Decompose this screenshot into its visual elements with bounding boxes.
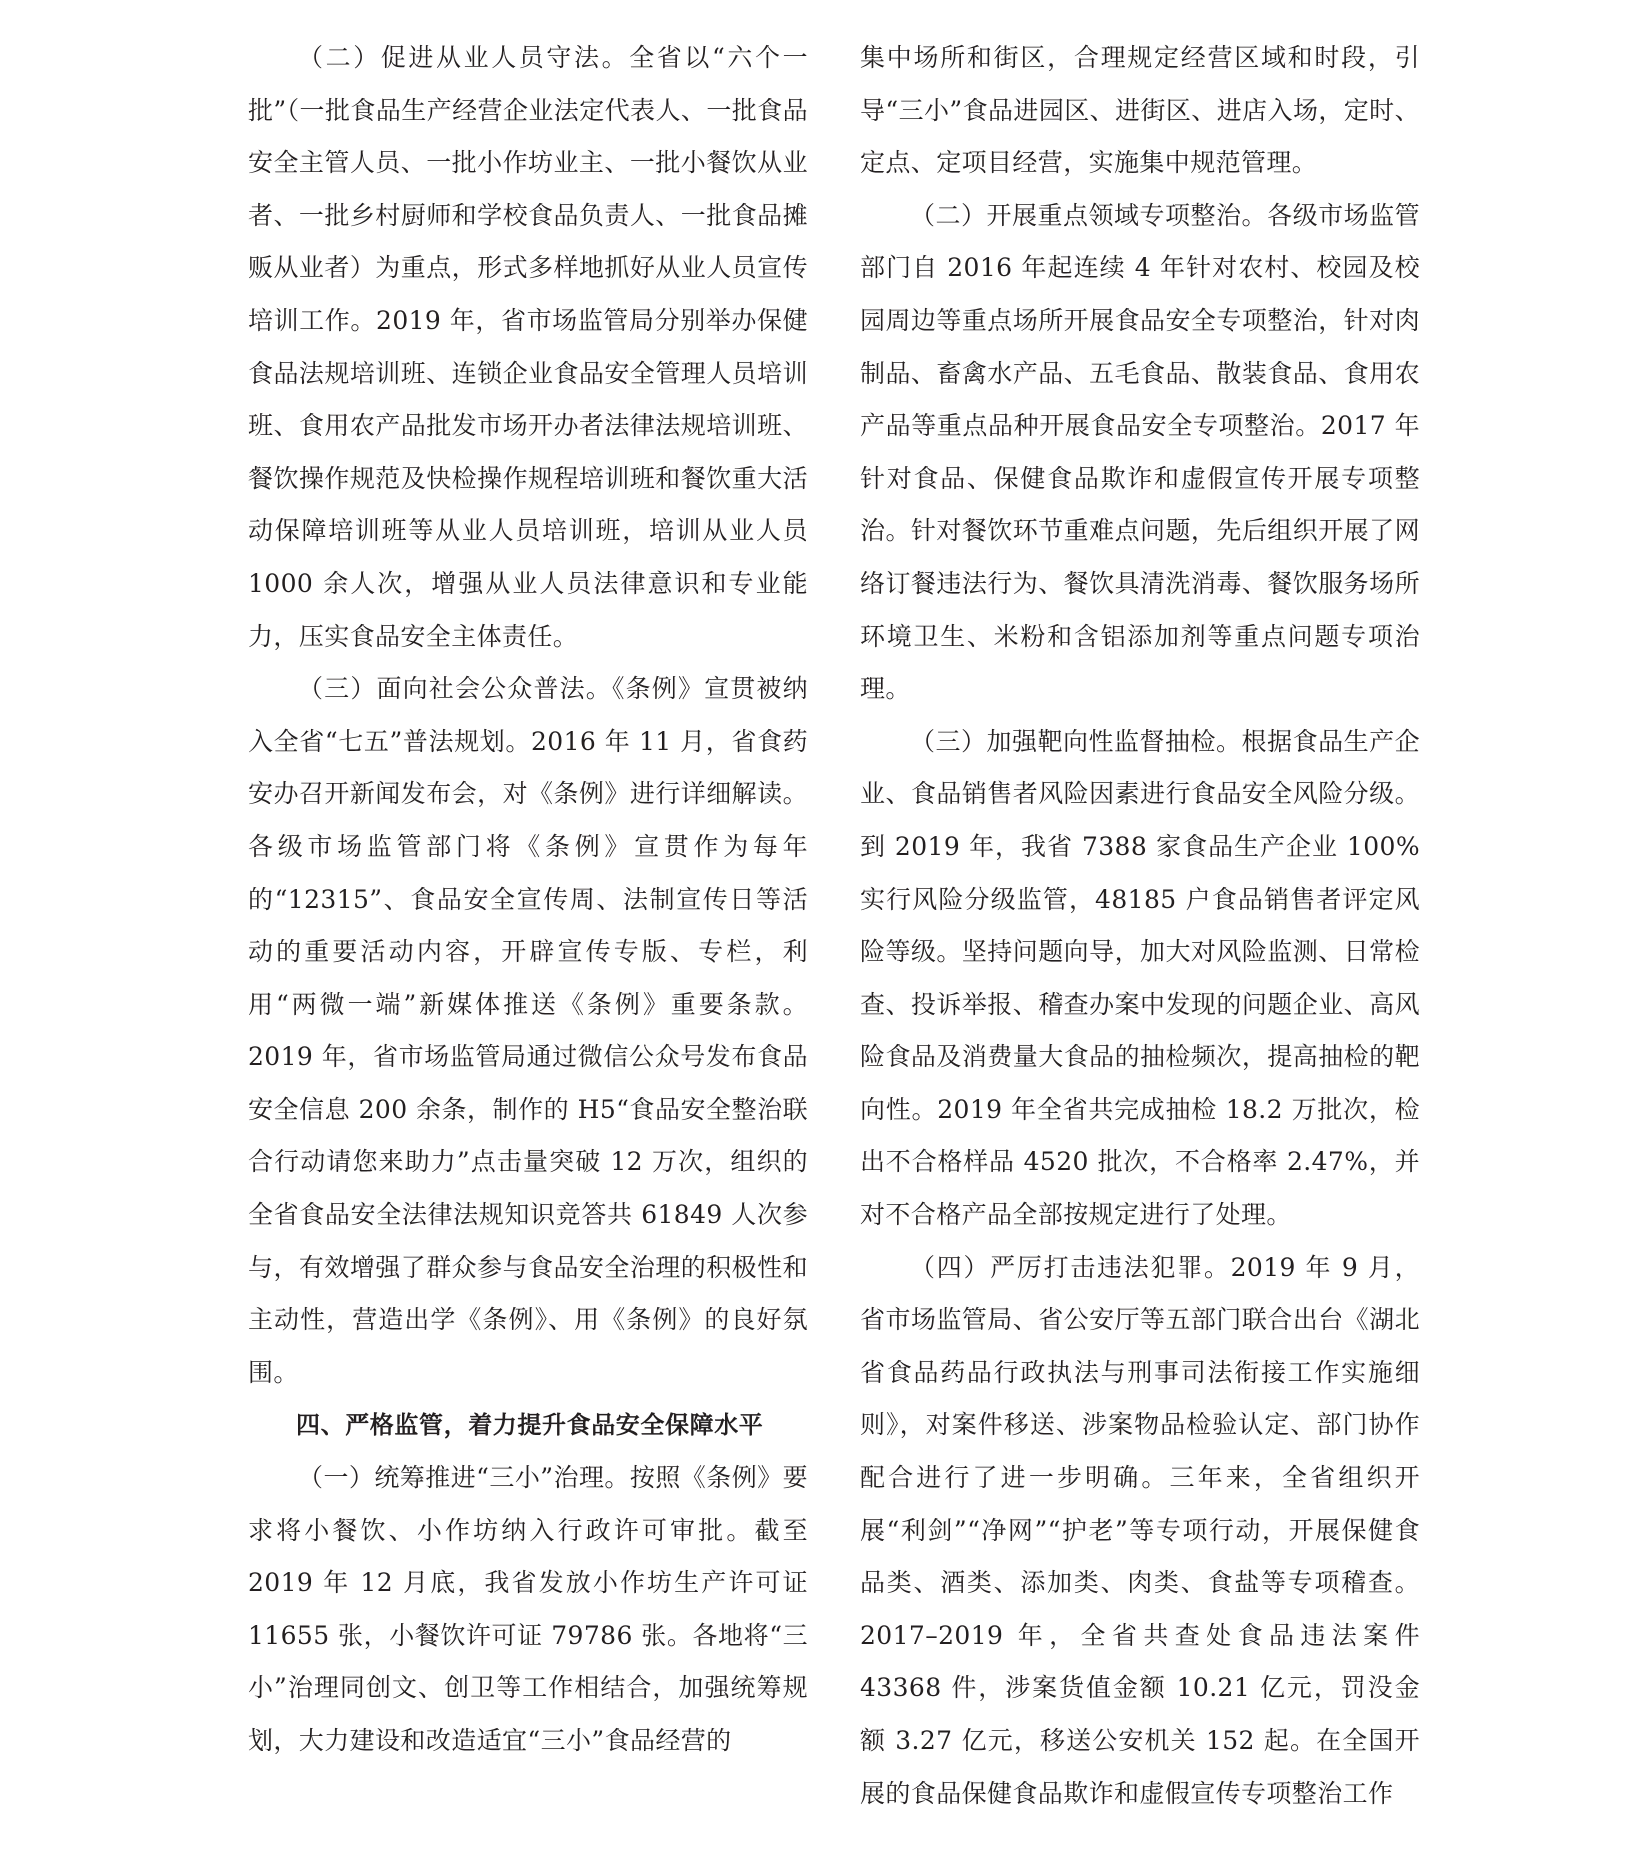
paragraph-practitioner-compliance: （二）促进从业人员守法。全省以“六个一批”（一批食品生产经营企业法定代表人、一批食品安全主管人员、一批小作坊业主、一批小餐饮从业者、一批乡村厨师和学校食品负责人、一批食品摊贩从业者）为重点，形式多样地抓好从业人员宣传培训工作。2019 年，省市场监管局分别举办保健食品法规培训班、连锁企业食品安全管理人员培训班、食用农产品批发市场开办者法律法规培训班、餐饮操作规范及快检操作规程培训班和餐饮重大活动保障培训班等从业人员培训班，培训从业人员 1000 余人次，增强从业人员法律意识和专业能力，压实食品安全主体责任。 <box>248 43 808 651</box>
paragraph-three-small-governance: （一）统筹推进“三小”治理。按照《条例》要求将小餐饮、小作坊纳入行政许可审批。截至 2019 年 12 月底，我省发放小作坊生产许可证 11655 张，小餐饮许可证 79786 张。各地将“三小”治理同创文、创卫等工作相结合，加强统筹规划，大力建设和改造适宜“三小”食品经营的 <box>248 1463 808 1755</box>
right-column <box>860 32 1420 1820</box>
section-heading-strict-supervision: 四、严格监管，着力提升食品安全保障水平 <box>296 1411 764 1440</box>
paragraph-continued-three-small: 集中场所和街区，合理规定经营区域和时段，引导“三小”食品进园区、进街区、进店入场，定时、定点、定项目经营，实施集中规范管理。 <box>860 43 1420 178</box>
paragraph-special-rectification: （二）开展重点领域专项整治。各级市场监管部门自 2016 年起连续 4 年针对农村、校园及校园周边等重点场所开展食品安全专项整治，针对肉制品、畜禽水产品、五毛食品、散装食品、食用农产品等重点品种开展食品安全专项整治。2017 年针对食品、保健食品欺诈和虚假宣传开展专项整治。针对餐饮环节重难点问题，先后组织开展了网络订餐违法行为、餐饮具清洗消毒、餐饮服务场所环境卫生、米粉和含铝添加剂等重点问题专项治理。 <box>860 200 1420 704</box>
paragraph-crackdown-crimes: （四）严厉打击违法犯罪。2019 年 9 月，省市场监管局、省公安厅等五部门联合出台《湖北省食品药品行政执法与刑事司法衔接工作实施细则》，对案件移送、涉案物品检验认定、部门协作配合进行了进一步明确。三年来，全省组织开展“利剑”“净网”“护老”等专项行动，开展保健食品类、酒类、添加类、肉类、食盐等专项稽查。2017–2019 年，全省共查处食品违法案件 43368 件，涉案货值金额 10.21 亿元，罚没金额 3.27 亿元，移送公安机关 152 起。在全国开展的食品保健食品欺诈和虚假宣传专项整治工作 <box>860 1252 1420 1808</box>
paragraph-public-legal-education: （三）面向社会公众普法。《条例》宣贯被纳入全省“七五”普法规划。2016 年 11 月，省食药安办召开新闻发布会，对《条例》进行详细解读。各级市场监管部门将《条例》宣贯作为每年的“12315”、食品安全宣传周、法制宣传日等活动的重要活动内容，开辟宣传专版、专栏，利用“两微一端”新媒体推送《条例》重要条款。2019 年，省市场监管局通过微信公众号发布食品安全信息 200 余条，制作的 H5“食品安全整治联合行动请您来助力”点击量突破 12 万次，组织的全省食品安全法律法规知识竞答共 61849 人次参与，有效增强了群众参与食品安全治理的积极性和主动性，营造出学《条例》、用《条例》的良好氛围。 <box>248 674 808 1387</box>
left-column <box>248 32 808 1768</box>
paragraph-targeted-sampling: （三）加强靶向性监督抽检。根据食品生产企业、食品销售者风险因素进行食品安全风险分级。到 2019 年，我省 7388 家食品生产企业 100% 实行风险分级监管，48185 户食品销售者评定风险等级。坚持问题向导，加大对风险监测、日常检查、投诉举报、稽查办案中发现的问题企业、高风险食品及消费量大食品的抽检频次，提高抽检的靶向性。2019 年全省共完成抽检 18.2 万批次，检出不合格样品 4520 批次，不合格率 2.47%，并对不合格产品全部按规定进行了处理。 <box>860 726 1420 1230</box>
